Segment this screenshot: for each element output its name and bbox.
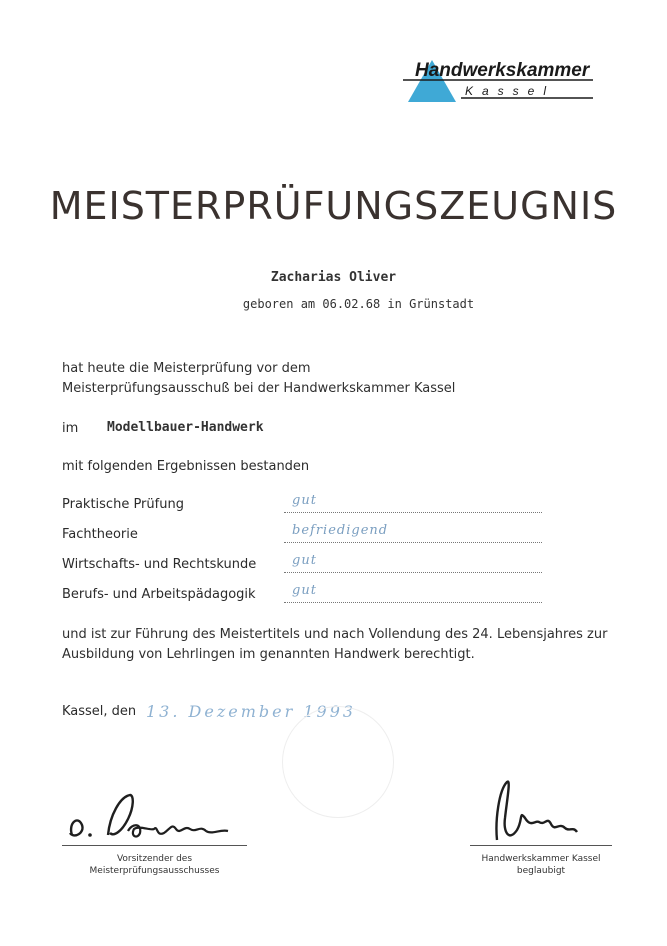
outro-text bbox=[62, 625, 622, 665]
chairman-caption bbox=[62, 853, 247, 877]
outro-line-1: und ist zur Führung des Meistertitels und nach Vollendung des 24. Lebensjahres zur bbox=[62, 627, 608, 642]
result-row bbox=[62, 585, 482, 611]
intro-line-1: hat heute die Meisterprüfung vor dem bbox=[62, 361, 311, 376]
logo-city: Kassel bbox=[465, 84, 556, 98]
logo-graphic bbox=[403, 54, 603, 108]
intro-text bbox=[62, 359, 455, 399]
result-row bbox=[62, 555, 482, 581]
embossed-seal bbox=[282, 706, 394, 818]
signature-line-right bbox=[470, 845, 612, 846]
chamber-signature bbox=[485, 770, 585, 854]
chairman-caption-line-2: Meisterprüfungsausschusses bbox=[89, 866, 220, 876]
result-grade: befriedigend bbox=[292, 523, 389, 538]
results-intro: mit folgenden Ergebnissen bestanden bbox=[62, 459, 310, 474]
result-dotted-line bbox=[284, 602, 542, 603]
date-label: Kassel, den bbox=[62, 704, 137, 719]
signature-line-left bbox=[62, 845, 247, 846]
result-grade: gut bbox=[292, 553, 317, 568]
intro-line-2: Meisterprüfungsausschuß bei der Handwerkskammer Kassel bbox=[62, 381, 456, 396]
result-grade: gut bbox=[292, 583, 317, 598]
result-dotted-line bbox=[284, 572, 542, 573]
handwerkskammer-logo bbox=[403, 54, 603, 108]
result-grade: gut bbox=[292, 493, 317, 508]
chairman-caption-line-1: Vorsitzender des bbox=[116, 854, 193, 864]
result-subject: Berufs- und Arbeitspädagogik bbox=[62, 587, 256, 602]
chairman-signature bbox=[60, 785, 250, 849]
result-row bbox=[62, 525, 482, 551]
im-label: im bbox=[62, 421, 79, 436]
result-row bbox=[62, 495, 482, 521]
chamber-caption-line-1: Handwerkskammer Kassel bbox=[481, 854, 601, 864]
outro-line-2: Ausbildung von Lehrlingen im genannten Handwerk berechtigt. bbox=[62, 647, 475, 662]
chamber-caption bbox=[455, 853, 627, 877]
chamber-caption-line-2: beglaubigt bbox=[516, 866, 566, 876]
result-dotted-line bbox=[284, 542, 542, 543]
birth-line: geboren am 06.02.68 in Grünstadt bbox=[242, 297, 475, 311]
date-value: 13. Dezember 1993 bbox=[146, 702, 357, 721]
result-subject: Wirtschafts- und Rechtskunde bbox=[62, 557, 257, 572]
document-title: MEISTERPRÜFUNGSZEUGNIS bbox=[49, 184, 618, 228]
result-dotted-line bbox=[284, 512, 542, 513]
candidate-name: Zacharias Oliver bbox=[270, 270, 397, 285]
result-subject: Praktische Prüfung bbox=[62, 497, 184, 512]
logo-name: Handwerkskammer bbox=[415, 60, 590, 81]
craft-name: Modellbauer-Handwerk bbox=[107, 420, 264, 435]
result-subject: Fachtheorie bbox=[62, 527, 138, 542]
